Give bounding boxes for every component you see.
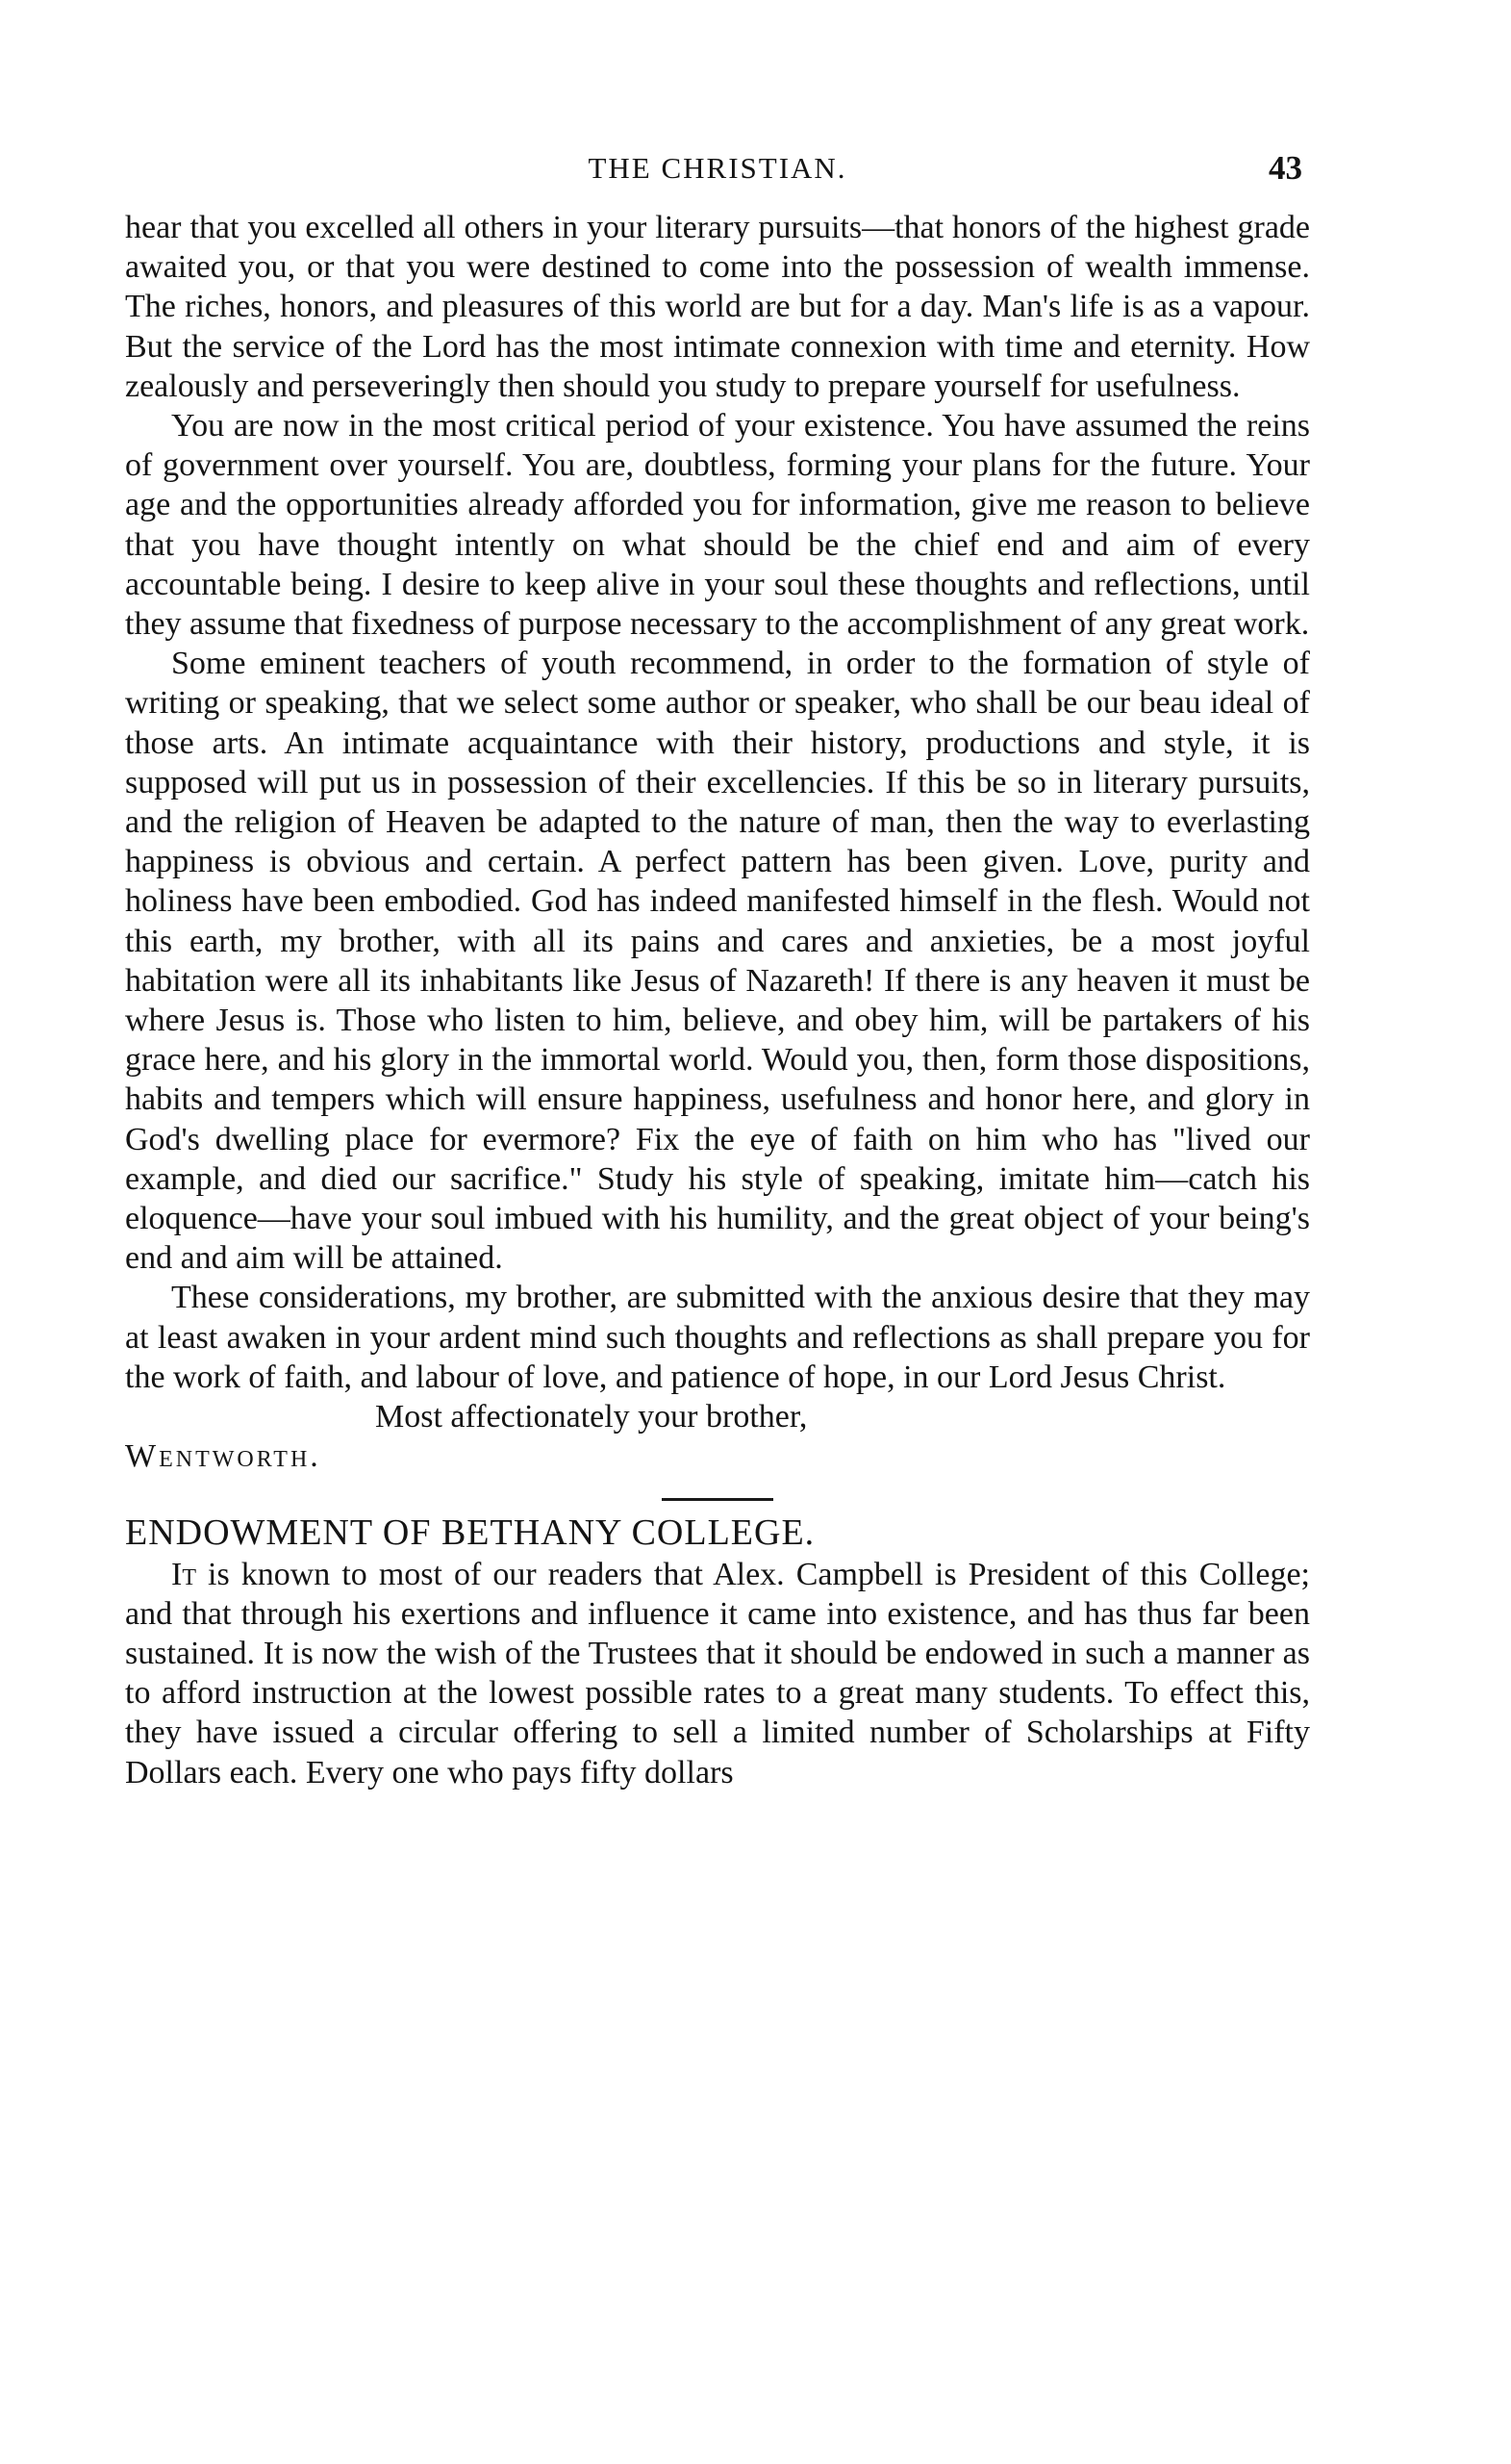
article-paragraph: [125, 1555, 1310, 1792]
letter-paragraph: hear that you excelled all others in your literary pursuits—that honors of the highest grade awaited you, or that you were destined to come into the possession of wealth immense. The riches, honors, and pleasures of this world are but for a day. Man's life is as a vapour. But the service of the Lord has the most intimate connexion with time and eternity. How zealously and perseveringly then should you study to prepare yourself for usefulness.: [125, 210, 1310, 404]
letter-paragraph: These considerations, my brother, are submitted with the anxious desire that they may at least awaken in your ardent mind such thoughts and reflections as shall prepare you for the work of faith, and labour of love, and patience of hope, in our Lord Jesus Christ.: [125, 1280, 1310, 1395]
page-number: 43: [1269, 149, 1302, 187]
letter-paragraph: You are now in the most critical period of your existence. You have assumed the reins of government over yourself. You are, doubtless, forming your plans for the future. Your age and the opportunities already afforded you for information, give me reason to believe that you have thought intently on what should be the chief end and aim of every accountable being. I desire to keep alive in your soul these thoughts and reflections, until they assume that fixedness of purpose necessary to the accomplishment of any great work.: [125, 408, 1310, 643]
running-title: THE CHRISTIAN.: [588, 151, 847, 185]
section-divider: [662, 1498, 773, 1501]
article-lead-word: It: [171, 1556, 196, 1592]
letter-paragraph: Some eminent teachers of youth recommend, in order to the formation of style of writing or speaking, that we select some author or speaker, who shall be our beau ideal of those arts. An intimate acquaintance with their history, productions and style, it is supposed will put us in possession of their excellencies. If this be so in literary pursuits, and the religion of Heaven be adapted to the nature of man, then the way to everlasting happiness is obvious and certain. A perfect pattern has been given. Love, purity and holiness have been embodied. God has indeed manifested himself in the flesh. Would not this earth, my brother, with all its pains and cares and anxieties, be a most joyful habitation were all its inhabitants like Jesus of Nazareth! If there is any heaven it must be where Jesus is. Those who listen to him, believe, and obey him, will be partakers of his grace here, and his glory in the immortal world. Would you, then, form those dispositions, habits and tempers which will ensure happiness, usefulness and honor here, and glory in God's dwelling place for evermore? Fix the eye of faith on him who has "lived our example, and died our sacrifice." Study his style of speaking, imitate him—catch his eloquence—have your soul imbued with his humility, and the great object of your being's end and aim will be attained.: [125, 646, 1310, 1277]
body-text: [125, 208, 1310, 1792]
running-head: [125, 144, 1310, 192]
article-body: is known to most of our readers that Alex. Campbell is President of this College; and that through his exertions and influence it came into existence, and has thus far been sustained. It is now the wish of the Trustees that it should be endowed in such a manner as to afford instruction at the lowest possible rates to a great many students. To effect this, they have issued a circular offering to sell a limited number of Scholarships at Fifty Dollars each. Every one who pays fifty dollars: [125, 1556, 1310, 1791]
article-heading: ENDOWMENT OF BETHANY COLLEGE.: [125, 1511, 816, 1553]
letter-closing: Most affectionately your brother,: [375, 1399, 808, 1435]
letter-signature: Wentworth.: [125, 1438, 321, 1475]
